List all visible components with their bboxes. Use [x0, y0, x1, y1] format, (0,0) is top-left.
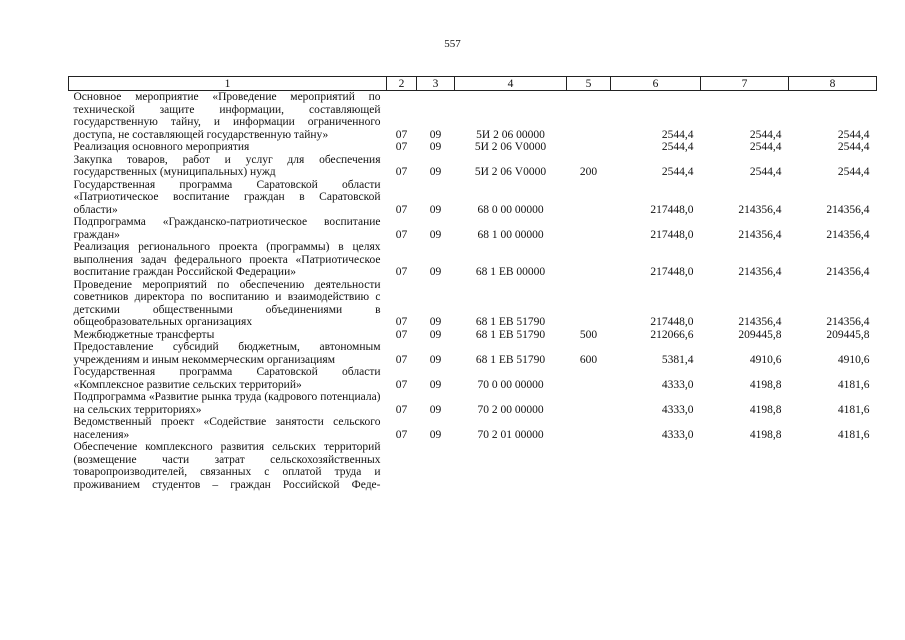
- row-amount-3-cell: 214356,4: [826, 203, 870, 216]
- column-header: 5: [567, 77, 611, 91]
- row-amount-1-cell: 217448,0: [650, 228, 694, 241]
- row-section-cell: 07: [395, 378, 408, 391]
- table-header-row: [69, 77, 877, 91]
- row-target-article-cell: 70 2 00 00000: [477, 403, 544, 416]
- row-name-cell: Государственная программа Саратовской области «Комплексное развитие сельских территорий»: [73, 366, 381, 391]
- row-section-cell: 07: [395, 166, 408, 178]
- row-amount-2-cell: 4198,8: [749, 378, 782, 391]
- row-target-article-cell: 68 1 EB 51790: [475, 328, 546, 341]
- row-target-article-cell: 68 1 EB 00000: [475, 266, 546, 278]
- table-row: [69, 154, 877, 179]
- row-name-cell: Закупка товаров, работ и услуг для обеспечения государственных (муниципальных) нужд: [73, 153, 381, 178]
- row-name-cell: Подпрограмма «Развитие рынка труда (кадрового потенциала) на сельских территориях»: [73, 391, 381, 416]
- row-amount-3-cell: 4910,6: [837, 353, 870, 366]
- row-amount-1-cell: 2544,4: [661, 166, 694, 178]
- row-amount-2-cell: 4910,6: [749, 353, 782, 366]
- row-name-cell: Межбюджетные трансферты: [73, 328, 215, 341]
- row-expense-type-cell: 200: [579, 166, 598, 178]
- row-amount-3-cell: 214356,4: [826, 228, 870, 241]
- row-amount-1-cell: 4333,0: [661, 403, 694, 416]
- row-amount-1-cell: 212066,6: [650, 328, 694, 341]
- row-target-article-cell: 68 1 EB 51790: [475, 316, 546, 328]
- row-amount-2-cell: 209445,8: [738, 328, 782, 341]
- table-row: [69, 416, 877, 441]
- column-header: 2: [387, 77, 417, 91]
- row-expense-type-cell: [567, 366, 611, 391]
- row-amount-1-cell: 5381,4: [661, 353, 694, 366]
- row-subsection-cell: 09: [429, 266, 442, 278]
- row-subsection-cell: 09: [429, 353, 442, 366]
- row-subsection-cell: 09: [429, 328, 442, 341]
- table-row: [69, 279, 877, 329]
- row-expense-type-cell: [567, 279, 611, 329]
- table-row: [69, 341, 877, 366]
- row-amount-3-cell: 2544,4: [837, 166, 870, 178]
- row-amount-2-cell: 214356,4: [738, 316, 782, 328]
- row-expense-type-cell: [567, 216, 611, 241]
- table-row: [69, 241, 877, 279]
- row-section-cell: [387, 441, 417, 491]
- budget-table: [68, 76, 877, 491]
- row-section-cell: 07: [395, 316, 408, 328]
- column-header: 4: [455, 77, 567, 91]
- row-amount-1-cell: 2544,4: [661, 141, 694, 153]
- row-expense-type-cell: [567, 91, 611, 142]
- row-section-cell: 07: [395, 203, 408, 216]
- row-name-cell: Государственная программа Саратовской области «Патриотическое воспитание граждан в Саратовской области»: [73, 178, 381, 216]
- row-section-cell: 07: [395, 353, 408, 366]
- row-name-cell: Реализация основного мероприятия: [73, 141, 250, 153]
- row-amount-2-cell: 214356,4: [738, 228, 782, 241]
- table-row: [69, 141, 877, 154]
- row-amount-1-cell: [611, 441, 701, 491]
- row-subsection-cell: 09: [429, 166, 442, 178]
- row-subsection-cell: 09: [429, 228, 442, 241]
- row-target-article-cell: 5И 2 06 V0000: [474, 166, 547, 178]
- row-amount-2-cell: 2544,4: [749, 128, 782, 141]
- table-row: [69, 179, 877, 217]
- row-section-cell: 07: [395, 128, 408, 141]
- row-name-cell: Основное мероприятие «Проведение мероприятий по технической защите информации, составляющей государственную тайну, и информации ограниченного доступа, не составляющей государственную тайну»: [73, 91, 381, 141]
- row-target-article-cell: 70 2 01 00000: [477, 428, 544, 441]
- row-amount-3-cell: 4181,6: [837, 403, 870, 416]
- table-row: [69, 216, 877, 241]
- row-section-cell: 07: [395, 403, 408, 416]
- table-row: [69, 91, 877, 142]
- column-header: 1: [69, 77, 387, 91]
- row-section-cell: 07: [395, 266, 408, 278]
- row-amount-3-cell: [789, 441, 877, 491]
- row-subsection-cell: 09: [429, 128, 442, 141]
- row-target-article-cell: 5И 2 06 00000: [476, 128, 545, 141]
- row-subsection-cell: 09: [429, 403, 442, 416]
- row-amount-3-cell: 2544,4: [837, 128, 870, 141]
- row-amount-2-cell: 214356,4: [738, 266, 782, 278]
- row-amount-3-cell: 2544,4: [837, 141, 870, 153]
- row-expense-type-cell: 600: [579, 353, 598, 366]
- row-name-cell: Обеспечение комплексного развития сельских территорий (возмещение части затрат сельскохозяйственных товаропроизводителей, связанных с оплатой труда и проживанием студентов – граждан Российской Феде-: [73, 441, 381, 491]
- row-amount-1-cell: 4333,0: [661, 428, 694, 441]
- row-amount-1-cell: 2544,4: [661, 128, 694, 141]
- row-subsection-cell: 09: [429, 378, 442, 391]
- row-amount-3-cell: 4181,6: [837, 428, 870, 441]
- row-amount-2-cell: [701, 441, 789, 491]
- row-target-article-cell: 68 0 00 00000: [477, 203, 544, 216]
- row-subsection-cell: 09: [429, 203, 442, 216]
- table-row: [69, 391, 877, 416]
- row-expense-type-cell: 500: [579, 328, 598, 341]
- row-amount-1-cell: 217448,0: [650, 266, 694, 278]
- row-target-article-cell: 68 1 00 00000: [477, 228, 544, 241]
- row-amount-1-cell: 4333,0: [661, 378, 694, 391]
- row-target-article-cell: [455, 441, 567, 491]
- row-amount-2-cell: 4198,8: [749, 403, 782, 416]
- row-expense-type-cell: [567, 391, 611, 416]
- table-row: [69, 366, 877, 391]
- row-subsection-cell: [417, 441, 455, 491]
- row-expense-type-cell: [567, 241, 611, 279]
- row-amount-3-cell: 214356,4: [826, 266, 870, 278]
- row-amount-2-cell: 2544,4: [749, 141, 782, 153]
- page-number: 557: [444, 38, 461, 50]
- column-header: 7: [701, 77, 789, 91]
- row-amount-3-cell: 209445,8: [826, 328, 870, 341]
- row-name-cell: Проведение мероприятий по обеспечению деятельности советников директора по воспитанию и взаимодействию с детскими общественными объединениями в общеобразовательных организациях: [73, 278, 381, 328]
- row-amount-2-cell: 4198,8: [749, 428, 782, 441]
- row-section-cell: 07: [395, 328, 408, 341]
- row-section-cell: 07: [395, 428, 408, 441]
- row-subsection-cell: 09: [429, 141, 442, 153]
- row-amount-3-cell: 4181,6: [837, 378, 870, 391]
- row-amount-1-cell: 217448,0: [650, 203, 694, 216]
- row-target-article-cell: 70 0 00 00000: [477, 378, 544, 391]
- row-expense-type-cell: [567, 416, 611, 441]
- column-header: 8: [789, 77, 877, 91]
- row-amount-2-cell: 214356,4: [738, 203, 782, 216]
- row-amount-2-cell: 2544,4: [749, 166, 782, 178]
- row-section-cell: 07: [395, 228, 408, 241]
- row-target-article-cell: 5И 2 06 V0000: [474, 141, 547, 153]
- row-amount-3-cell: 214356,4: [826, 316, 870, 328]
- row-name-cell: Реализация регионального проекта (программы) в целях выполнения задач федерального проекта «Патриотическое воспитание граждан Российской Федерации»: [73, 241, 381, 278]
- row-section-cell: 07: [395, 141, 408, 153]
- row-expense-type-cell: [567, 141, 611, 154]
- column-header: 3: [417, 77, 455, 91]
- table-row: [69, 329, 877, 342]
- row-name-cell: Ведомственный проект «Содействие занятости сельского населения»: [73, 416, 381, 441]
- row-target-article-cell: 68 1 EB 51790: [475, 353, 546, 366]
- table-row: [69, 441, 877, 491]
- row-subsection-cell: 09: [429, 428, 442, 441]
- column-header: 6: [611, 77, 701, 91]
- row-name-cell: Подпрограмма «Гражданско-патриотическое воспитание граждан»: [73, 216, 381, 241]
- table-body: [69, 91, 877, 492]
- row-expense-type-cell: [567, 441, 611, 491]
- row-amount-1-cell: 217448,0: [650, 316, 694, 328]
- row-expense-type-cell: [567, 179, 611, 217]
- row-name-cell: Предоставление субсидий бюджетным, автономным учреждениям и иным некоммерческим организациям: [73, 341, 381, 366]
- row-subsection-cell: 09: [429, 316, 442, 328]
